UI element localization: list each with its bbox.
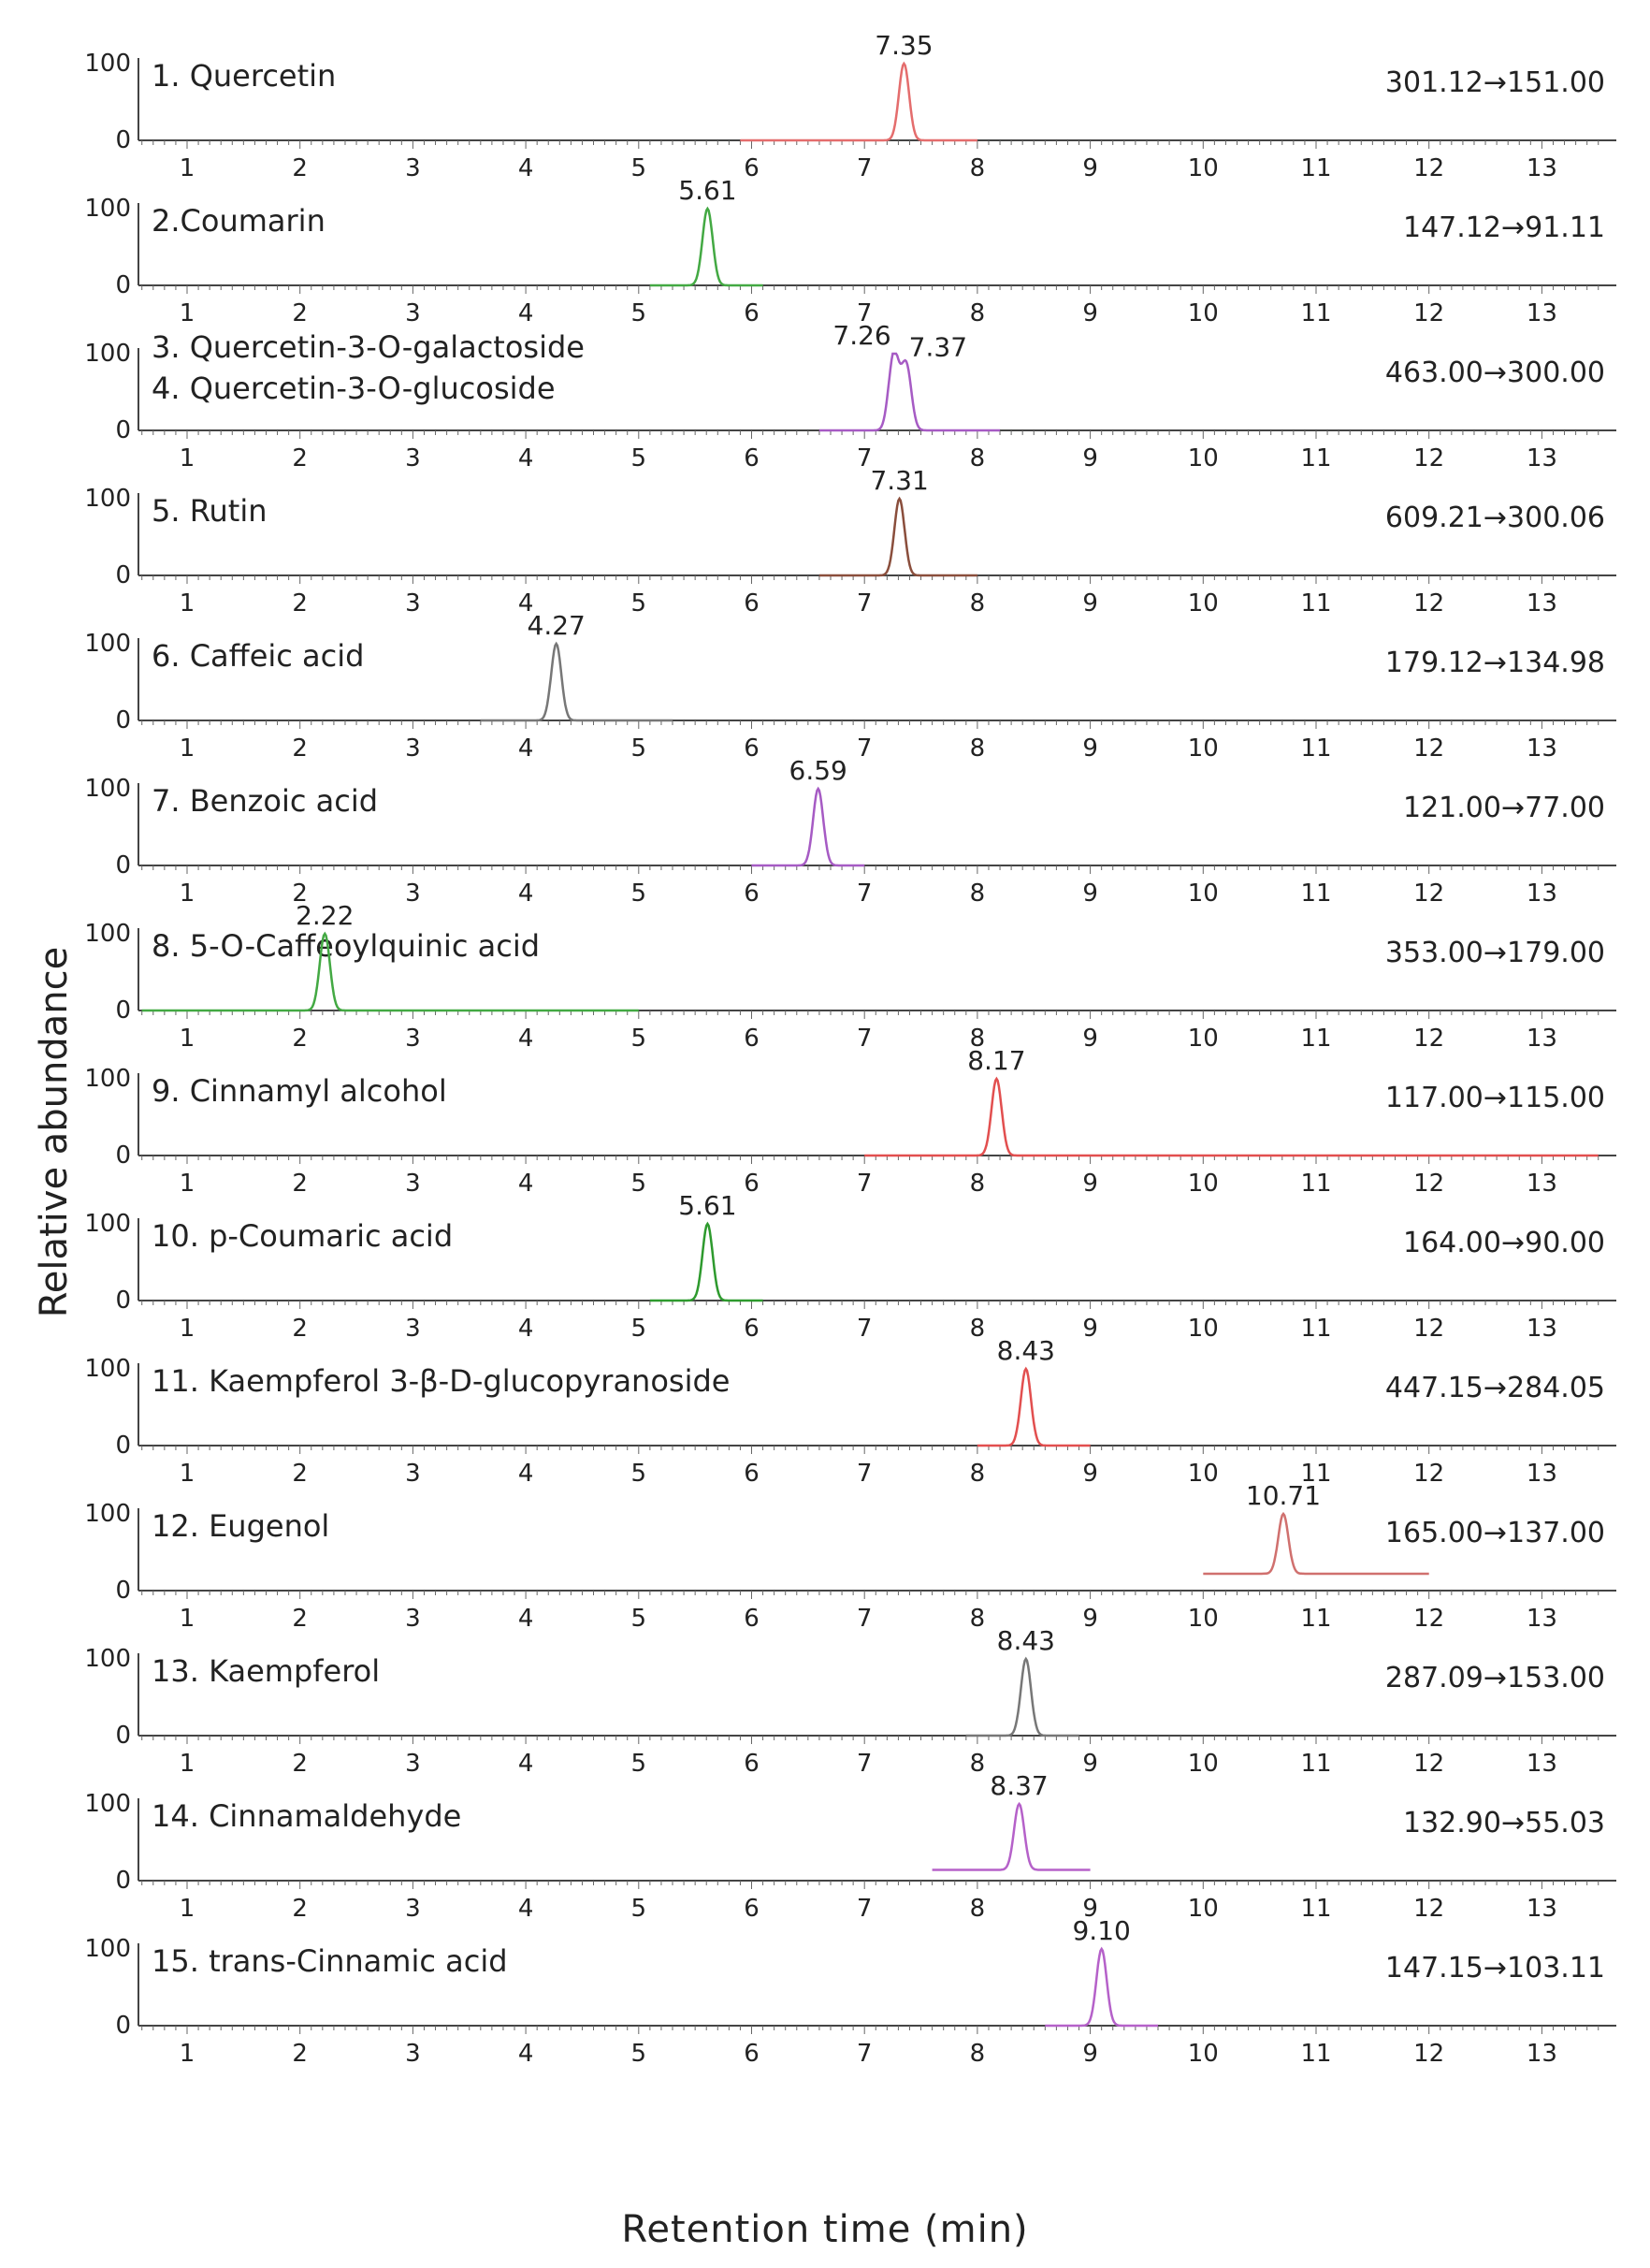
x-tick-label-6: 6 <box>744 880 760 908</box>
x-tick-label-3: 3 <box>405 880 421 908</box>
x-tick-label-11: 11 <box>1300 1605 1332 1633</box>
compound-label: 1. Quercetin <box>152 58 337 94</box>
chromatogram-trace <box>966 1659 1079 1736</box>
x-tick-label-4: 4 <box>517 1605 534 1633</box>
x-tick-label-4: 4 <box>517 154 534 182</box>
chromatogram-trace <box>650 209 763 285</box>
peak-label-4.27: 4.27 <box>527 610 586 641</box>
y-tick-label-0: 0 <box>115 1432 131 1460</box>
mrm-transition: 132.90→55.03 <box>1403 1807 1605 1839</box>
y-tick-label-0: 0 <box>115 416 131 444</box>
x-tick-label-8: 8 <box>969 1170 986 1198</box>
peak-label-8.43: 8.43 <box>996 1335 1055 1366</box>
panel-13 <box>84 1770 1616 1923</box>
y-tick-label-0: 0 <box>115 2012 131 2040</box>
x-tick-label-2: 2 <box>292 2040 308 2068</box>
x-tick-label-10: 10 <box>1187 1460 1219 1488</box>
x-tick-label-6: 6 <box>744 299 760 327</box>
x-tick-label-3: 3 <box>405 154 421 182</box>
y-tick-label-100: 100 <box>84 340 131 368</box>
x-tick-label-5: 5 <box>630 2040 647 2068</box>
y-tick-label-0: 0 <box>115 1722 131 1750</box>
x-tick-label-12: 12 <box>1413 880 1445 908</box>
x-tick-label-11: 11 <box>1300 1750 1332 1778</box>
x-tick-label-8: 8 <box>969 1460 986 1488</box>
x-tick-label-2: 2 <box>292 154 308 182</box>
mrm-transition: 287.09→153.00 <box>1384 1662 1605 1694</box>
x-tick-label-8: 8 <box>969 1750 986 1778</box>
peak-label-10.71: 10.71 <box>1245 1480 1322 1511</box>
y-tick-label-100: 100 <box>84 195 131 223</box>
y-axis-label-text: Relative abundance <box>33 946 76 1318</box>
x-tick-label-6: 6 <box>744 734 760 763</box>
x-tick-label-8: 8 <box>969 1605 986 1633</box>
x-tick-label-5: 5 <box>630 1605 647 1633</box>
panel-6 <box>84 755 1616 908</box>
compound-label: 9. Cinnamyl alcohol <box>152 1073 447 1109</box>
x-tick-label-10: 10 <box>1187 1750 1219 1778</box>
x-tick-label-4: 4 <box>517 1895 534 1923</box>
mrm-transition: 301.12→151.00 <box>1384 66 1605 99</box>
x-tick-label-10: 10 <box>1187 880 1219 908</box>
compound-label: 10. p-Coumaric acid <box>152 1218 454 1254</box>
x-tick-label-6: 6 <box>744 1315 760 1343</box>
x-tick-label-13: 13 <box>1526 1460 1557 1488</box>
x-tick-label-9: 9 <box>1082 444 1098 472</box>
x-tick-label-4: 4 <box>517 1460 534 1488</box>
x-tick-label-4: 4 <box>517 734 534 763</box>
y-tick-label-100: 100 <box>84 50 131 78</box>
y-tick-label-0: 0 <box>115 1287 131 1315</box>
chromatogram-trace <box>933 1804 1091 1870</box>
x-tick-label-9: 9 <box>1082 154 1098 182</box>
x-tick-label-1: 1 <box>179 1605 195 1633</box>
x-tick-label-1: 1 <box>179 1460 195 1488</box>
peak-label-5.61: 5.61 <box>678 175 737 206</box>
x-tick-label-7: 7 <box>856 1025 873 1053</box>
x-axis-label: Retention time (min) <box>621 2208 1029 2251</box>
x-tick-label-3: 3 <box>405 1170 421 1198</box>
x-tick-label-1: 1 <box>179 1315 195 1343</box>
mrm-transition: 164.00→90.00 <box>1403 1227 1605 1259</box>
x-tick-label-13: 13 <box>1526 1170 1557 1198</box>
mrm-transition: 165.00→137.00 <box>1384 1517 1605 1549</box>
x-tick-label-2: 2 <box>292 1605 308 1633</box>
x-tick-label-7: 7 <box>856 1170 873 1198</box>
compound-label: 13. Kaempferol <box>152 1653 381 1689</box>
x-tick-label-8: 8 <box>969 589 986 618</box>
x-tick-label-8: 8 <box>969 1025 986 1053</box>
peak-label-8.37: 8.37 <box>990 1770 1049 1801</box>
x-tick-label-10: 10 <box>1187 734 1219 763</box>
x-tick-label-7: 7 <box>856 1750 873 1778</box>
compound-label: 7. Benzoic acid <box>152 783 379 819</box>
x-tick-label-7: 7 <box>856 1315 873 1343</box>
x-tick-label-12: 12 <box>1413 1895 1445 1923</box>
chromatogram-trace <box>752 789 865 865</box>
x-tick-label-1: 1 <box>179 1170 195 1198</box>
x-tick-label-10: 10 <box>1187 589 1219 618</box>
x-tick-label-8: 8 <box>969 299 986 327</box>
panel-5 <box>84 610 1616 763</box>
x-tick-label-2: 2 <box>292 1025 308 1053</box>
x-tick-label-12: 12 <box>1413 444 1445 472</box>
x-tick-label-9: 9 <box>1082 1895 1098 1923</box>
x-tick-label-12: 12 <box>1413 2040 1445 2068</box>
x-tick-label-9: 9 <box>1082 1605 1098 1633</box>
x-tick-label-13: 13 <box>1526 1750 1557 1778</box>
chromatogram-trace <box>740 64 977 140</box>
panel-11 <box>84 1480 1616 1633</box>
x-tick-label-5: 5 <box>630 299 647 327</box>
panel-2 <box>84 175 1616 327</box>
y-tick-label-100: 100 <box>84 1935 131 1963</box>
x-tick-label-4: 4 <box>517 1315 534 1343</box>
y-tick-label-0: 0 <box>115 126 131 154</box>
y-tick-label-100: 100 <box>84 775 131 803</box>
x-tick-label-9: 9 <box>1082 1170 1098 1198</box>
peak-label-8.43: 8.43 <box>996 1625 1055 1656</box>
mrm-transition: 609.21→300.06 <box>1384 502 1605 534</box>
x-tick-label-12: 12 <box>1413 1315 1445 1343</box>
x-tick-label-8: 8 <box>969 1315 986 1343</box>
x-tick-label-11: 11 <box>1300 2040 1332 2068</box>
x-tick-label-6: 6 <box>744 1025 760 1053</box>
x-tick-label-3: 3 <box>405 589 421 618</box>
x-tick-label-12: 12 <box>1413 1460 1445 1488</box>
x-tick-label-13: 13 <box>1526 1315 1557 1343</box>
x-tick-label-4: 4 <box>517 444 534 472</box>
x-tick-label-12: 12 <box>1413 1605 1445 1633</box>
x-tick-label-2: 2 <box>292 1170 308 1198</box>
x-tick-label-2: 2 <box>292 880 308 908</box>
compound-label: 12. Eugenol <box>152 1508 330 1544</box>
compound-label: 15. trans-Cinnamic acid <box>152 1943 508 1979</box>
x-tick-label-1: 1 <box>179 154 195 182</box>
x-tick-label-6: 6 <box>744 589 760 618</box>
x-tick-label-7: 7 <box>856 444 873 472</box>
y-tick-label-0: 0 <box>115 271 131 299</box>
x-tick-label-10: 10 <box>1187 299 1219 327</box>
x-tick-label-3: 3 <box>405 1750 421 1778</box>
x-tick-label-12: 12 <box>1413 1025 1445 1053</box>
peak-label-7.35: 7.35 <box>875 30 934 61</box>
x-tick-label-11: 11 <box>1300 1315 1332 1343</box>
x-tick-label-3: 3 <box>405 444 421 472</box>
y-tick-label-100: 100 <box>84 1065 131 1093</box>
x-tick-label-13: 13 <box>1526 1025 1557 1053</box>
x-tick-label-9: 9 <box>1082 299 1098 327</box>
x-tick-label-6: 6 <box>744 1605 760 1633</box>
y-tick-label-100: 100 <box>84 630 131 658</box>
mrm-transition: 117.00→115.00 <box>1384 1082 1605 1114</box>
x-tick-label-3: 3 <box>405 2040 421 2068</box>
x-tick-label-9: 9 <box>1082 1460 1098 1488</box>
x-tick-label-2: 2 <box>292 299 308 327</box>
x-tick-label-4: 4 <box>517 299 534 327</box>
y-tick-label-100: 100 <box>84 1790 131 1818</box>
chromatogram-trace <box>977 1369 1091 1446</box>
x-tick-label-1: 1 <box>179 1025 195 1053</box>
x-tick-label-9: 9 <box>1082 1750 1098 1778</box>
y-tick-label-100: 100 <box>84 1210 131 1238</box>
panel-10 <box>84 1335 1616 1488</box>
x-tick-label-7: 7 <box>856 2040 873 2068</box>
y-tick-label-0: 0 <box>115 561 131 589</box>
panel-9 <box>84 1190 1616 1343</box>
compound-label: 8. 5-O-Caffeoylquinic acid <box>152 928 541 964</box>
y-tick-label-0: 0 <box>115 1141 131 1170</box>
x-tick-label-4: 4 <box>517 589 534 618</box>
x-tick-label-13: 13 <box>1526 589 1557 618</box>
x-tick-label-10: 10 <box>1187 154 1219 182</box>
x-tick-label-3: 3 <box>405 299 421 327</box>
x-tick-label-10: 10 <box>1187 1025 1219 1053</box>
x-tick-label-4: 4 <box>517 1025 534 1053</box>
mrm-transition: 147.12→91.11 <box>1403 211 1605 244</box>
x-tick-label-7: 7 <box>856 880 873 908</box>
x-tick-label-7: 7 <box>856 154 873 182</box>
y-tick-label-100: 100 <box>84 920 131 948</box>
x-tick-label-13: 13 <box>1526 1895 1557 1923</box>
x-tick-label-12: 12 <box>1413 1170 1445 1198</box>
peak-label-7.37: 7.37 <box>908 331 968 363</box>
mrm-transition: 147.15→103.11 <box>1384 1952 1605 1985</box>
peak-label-6.59: 6.59 <box>789 755 847 786</box>
x-tick-label-10: 10 <box>1187 2040 1219 2068</box>
x-tick-label-5: 5 <box>630 1895 647 1923</box>
compound-label-2: 4. Quercetin-3-O-glucoside <box>152 371 556 406</box>
x-tick-label-12: 12 <box>1413 734 1445 763</box>
x-tick-label-12: 12 <box>1413 154 1445 182</box>
x-tick-label-5: 5 <box>630 154 647 182</box>
peak-label-7.26: 7.26 <box>832 320 891 351</box>
x-tick-label-5: 5 <box>630 589 647 618</box>
x-tick-label-13: 13 <box>1526 880 1557 908</box>
panel-8 <box>84 1045 1616 1198</box>
chromatogram-trace <box>481 644 673 720</box>
y-tick-label-0: 0 <box>115 706 131 734</box>
panel-1 <box>84 30 1616 182</box>
x-tick-label-10: 10 <box>1187 444 1219 472</box>
y-tick-label-0: 0 <box>115 996 131 1025</box>
x-tick-label-7: 7 <box>856 734 873 763</box>
x-tick-label-3: 3 <box>405 1315 421 1343</box>
x-tick-label-8: 8 <box>969 154 986 182</box>
mrm-transition: 121.00→77.00 <box>1403 792 1605 824</box>
x-tick-label-6: 6 <box>744 444 760 472</box>
y-tick-label-0: 0 <box>115 1577 131 1605</box>
x-tick-label-3: 3 <box>405 1025 421 1053</box>
x-tick-label-9: 9 <box>1082 880 1098 908</box>
chromatogram-trace <box>819 354 1000 430</box>
x-tick-label-11: 11 <box>1300 1895 1332 1923</box>
x-tick-label-7: 7 <box>856 1605 873 1633</box>
y-tick-label-0: 0 <box>115 1867 131 1895</box>
x-tick-label-4: 4 <box>517 1750 534 1778</box>
x-tick-label-8: 8 <box>969 1895 986 1923</box>
x-tick-label-13: 13 <box>1526 2040 1557 2068</box>
x-tick-label-8: 8 <box>969 444 986 472</box>
x-tick-label-6: 6 <box>744 1170 760 1198</box>
x-tick-label-9: 9 <box>1082 734 1098 763</box>
x-tick-label-11: 11 <box>1300 444 1332 472</box>
peak-label-8.17: 8.17 <box>967 1045 1026 1076</box>
y-tick-label-100: 100 <box>84 1500 131 1528</box>
x-tick-label-11: 11 <box>1300 1460 1332 1488</box>
x-tick-label-11: 11 <box>1300 880 1332 908</box>
x-tick-label-1: 1 <box>179 2040 195 2068</box>
x-tick-label-9: 9 <box>1082 1025 1098 1053</box>
x-tick-label-5: 5 <box>630 1460 647 1488</box>
x-tick-label-11: 11 <box>1300 589 1332 618</box>
y-tick-label-100: 100 <box>84 1355 131 1383</box>
x-tick-label-10: 10 <box>1187 1315 1219 1343</box>
x-tick-label-11: 11 <box>1300 734 1332 763</box>
x-tick-label-13: 13 <box>1526 299 1557 327</box>
x-tick-label-5: 5 <box>630 1025 647 1053</box>
x-tick-label-1: 1 <box>179 880 195 908</box>
x-tick-label-13: 13 <box>1526 734 1557 763</box>
x-tick-label-4: 4 <box>517 2040 534 2068</box>
mrm-transition: 353.00→179.00 <box>1384 937 1605 969</box>
panel-4 <box>84 465 1616 618</box>
x-tick-label-10: 10 <box>1187 1170 1219 1198</box>
chromatogram-trace <box>819 499 977 575</box>
x-tick-label-1: 1 <box>179 444 195 472</box>
x-tick-label-1: 1 <box>179 1750 195 1778</box>
x-tick-label-3: 3 <box>405 1895 421 1923</box>
x-tick-label-6: 6 <box>744 1460 760 1488</box>
x-tick-label-1: 1 <box>179 1895 195 1923</box>
compound-label: 11. Kaempferol 3-β-D-glucopyranoside <box>152 1363 731 1399</box>
peak-label-9.10: 9.10 <box>1072 1915 1131 1946</box>
panel-14 <box>84 1915 1616 2068</box>
compound-label: 5. Rutin <box>152 493 268 529</box>
panel-12 <box>84 1625 1616 1778</box>
mrm-transition: 447.15→284.05 <box>1384 1372 1605 1404</box>
x-tick-label-12: 12 <box>1413 299 1445 327</box>
x-tick-label-12: 12 <box>1413 1750 1445 1778</box>
x-tick-label-6: 6 <box>744 1750 760 1778</box>
x-tick-label-1: 1 <box>179 299 195 327</box>
x-tick-label-1: 1 <box>179 734 195 763</box>
x-tick-label-3: 3 <box>405 734 421 763</box>
x-tick-label-6: 6 <box>744 154 760 182</box>
x-tick-label-9: 9 <box>1082 2040 1098 2068</box>
x-tick-label-13: 13 <box>1526 444 1557 472</box>
x-tick-label-9: 9 <box>1082 1315 1098 1343</box>
compound-label: 2.Coumarin <box>152 203 326 239</box>
x-tick-label-13: 13 <box>1526 1605 1557 1633</box>
x-tick-label-6: 6 <box>744 2040 760 2068</box>
x-tick-label-8: 8 <box>969 2040 986 2068</box>
peak-label-5.61: 5.61 <box>678 1190 737 1221</box>
x-tick-label-10: 10 <box>1187 1605 1219 1633</box>
chromatogram-trace <box>1045 1949 1158 2026</box>
x-tick-label-2: 2 <box>292 734 308 763</box>
y-tick-label-100: 100 <box>84 1645 131 1673</box>
x-tick-label-5: 5 <box>630 444 647 472</box>
x-tick-label-7: 7 <box>856 589 873 618</box>
x-tick-label-10: 10 <box>1187 1895 1219 1923</box>
panel-7 <box>84 900 1616 1053</box>
x-tick-label-2: 2 <box>292 1460 308 1488</box>
peak-label-2.22: 2.22 <box>296 900 355 931</box>
x-tick-label-6: 6 <box>744 1895 760 1923</box>
x-tick-label-5: 5 <box>630 1315 647 1343</box>
x-tick-label-2: 2 <box>292 589 308 618</box>
compound-label: 3. Quercetin-3-O-galactoside <box>152 329 585 365</box>
x-tick-label-5: 5 <box>630 1750 647 1778</box>
x-tick-label-3: 3 <box>405 1605 421 1633</box>
x-tick-label-2: 2 <box>292 1895 308 1923</box>
x-tick-label-13: 13 <box>1526 154 1557 182</box>
compound-label: 6. Caffeic acid <box>152 638 365 674</box>
x-tick-label-8: 8 <box>969 880 986 908</box>
x-tick-label-5: 5 <box>630 880 647 908</box>
x-tick-label-2: 2 <box>292 1315 308 1343</box>
x-tick-label-4: 4 <box>517 880 534 908</box>
x-tick-label-7: 7 <box>856 299 873 327</box>
x-tick-label-4: 4 <box>517 1170 534 1198</box>
x-tick-label-5: 5 <box>630 734 647 763</box>
x-tick-label-11: 11 <box>1300 1170 1332 1198</box>
x-tick-label-2: 2 <box>292 1750 308 1778</box>
x-tick-label-3: 3 <box>405 1460 421 1488</box>
x-tick-label-5: 5 <box>630 1170 647 1198</box>
y-tick-label-0: 0 <box>115 851 131 880</box>
peak-label-7.31: 7.31 <box>870 465 929 496</box>
x-tick-label-8: 8 <box>969 734 986 763</box>
mrm-transition: 179.12→134.98 <box>1384 647 1605 679</box>
y-tick-label-100: 100 <box>84 485 131 513</box>
x-tick-label-7: 7 <box>856 1460 873 1488</box>
x-tick-label-11: 11 <box>1300 299 1332 327</box>
panel-3 <box>84 320 1616 472</box>
x-tick-label-7: 7 <box>856 1895 873 1923</box>
mrm-transition: 463.00→300.00 <box>1384 356 1605 389</box>
x-tick-label-2: 2 <box>292 444 308 472</box>
x-tick-label-9: 9 <box>1082 589 1098 618</box>
x-tick-label-11: 11 <box>1300 154 1332 182</box>
x-tick-label-11: 11 <box>1300 1025 1332 1053</box>
x-tick-label-1: 1 <box>179 589 195 618</box>
compound-label: 14. Cinnamaldehyde <box>152 1798 462 1834</box>
chromatogram-trace <box>650 1224 763 1301</box>
x-tick-label-12: 12 <box>1413 589 1445 618</box>
